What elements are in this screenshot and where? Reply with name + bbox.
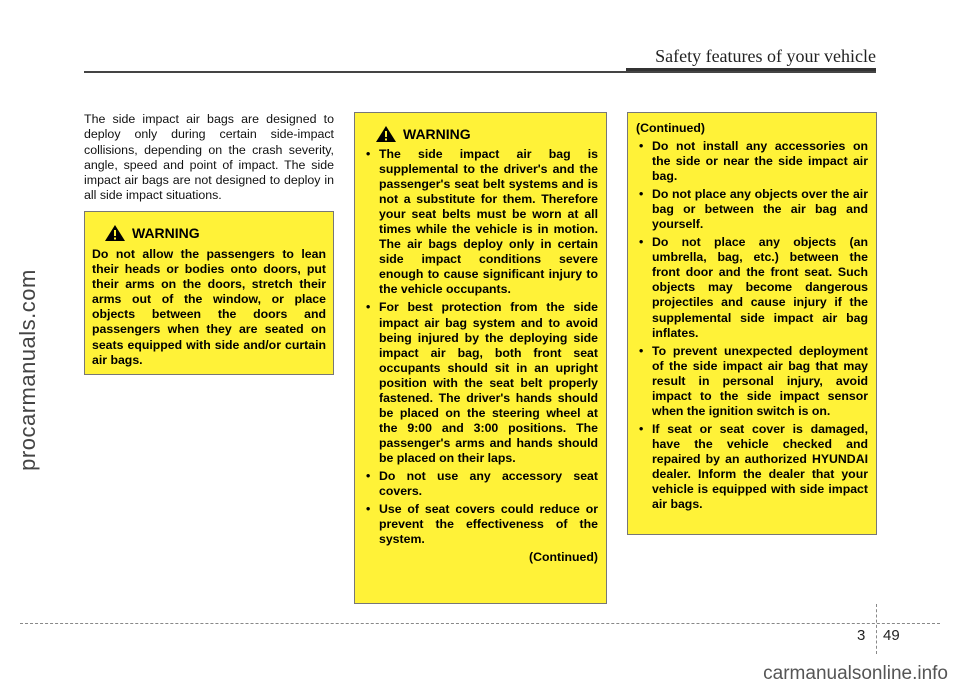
warning-heading: [104, 224, 326, 242]
warning-box-continued: [627, 112, 877, 535]
page-number: 49: [883, 627, 900, 644]
section-number: 3: [857, 627, 866, 644]
warning-list: [363, 147, 598, 547]
list-item: • Do not place any objects (an umbrella, bag, etc.) between the front door and the front seat. Such objects may become dangerous projectiles and cause injury if the supplemental side impact air bag inflates.: [636, 235, 868, 340]
warning-list: [636, 139, 868, 512]
warning-triangle-icon: [104, 224, 126, 242]
side-watermark: [8, 160, 48, 580]
list-item: • For best protection from the side impact air bag system and to avoid being injured by the deploying side impact air bag, both front seat occupants should sit in an upright position with the seat belt properly fastened. The driver's hands should be placed on the steering wheel at the 9:00 and 3:00 positions. The passenger's arms and hands should be placed on their laps.: [363, 300, 598, 466]
warning-triangle-icon: [375, 125, 397, 143]
continued-label: (Continued): [529, 550, 598, 565]
list-item: • Do not use any accessory seat covers.: [363, 469, 598, 499]
warning-box-side-airbag: [354, 112, 607, 604]
list-item: • Do not place any objects over the air bag or between the air bag and yourself.: [636, 187, 868, 232]
warning-heading-text: WARNING: [132, 225, 200, 241]
warning-box-doors: [84, 211, 334, 375]
list-item: • If seat or seat cover is damaged, have the vehicle checked and repaired by an authorized HYUNDAI dealer. Inform the dealer that your vehicle is equipped with side impact air bags.: [636, 422, 868, 512]
footer-rule: [20, 623, 940, 624]
header-title: Safety features of your vehicle: [655, 46, 876, 66]
list-item: • Do not install any accessories on the side or near the side impact air bag.: [636, 139, 868, 184]
warning-heading-text: WARNING: [403, 126, 471, 142]
list-item: • To prevent unexpected deployment of the side impact air bag that may result in personal injury, avoid impact to the side impact sensor when the ignition switch is on.: [636, 344, 868, 419]
list-item: • Use of seat covers could reduce or prevent the effectiveness of the system.: [363, 502, 598, 547]
list-item: • The side impact air bag is supplemental to the driver's and the passenger's seat belt systems and is not a substitute for them. Therefore your seat belts must be worn at all times while the vehicle is in motion. The air bags deploy only in certain side impact conditions severe enough to cause significant injury to the vehicle occupants.: [363, 147, 598, 297]
continued-label: (Continued): [636, 121, 705, 135]
side-watermark-text: procarmanuals.com: [15, 269, 40, 471]
warning-body: Do not allow the passengers to lean their heads or bodies onto doors, put their arms on the doors, stretch their arms out of the window, or place objects between the doors and passengers when they are seated on seats equipped with side and/or curtain air bags.: [92, 247, 326, 367]
header-rule: [84, 71, 876, 73]
intro-paragraph: The side impact air bags are designed to deploy only during certain side-impact collisions, depending on the crash severity, angle, speed and point of impact. The side impact air bags are not designed to deploy in all side impact situations.: [84, 112, 334, 203]
warning-heading: [375, 125, 598, 143]
footer-divider: [876, 604, 877, 654]
bottom-watermark: carmanualsonline.info: [763, 663, 948, 684]
